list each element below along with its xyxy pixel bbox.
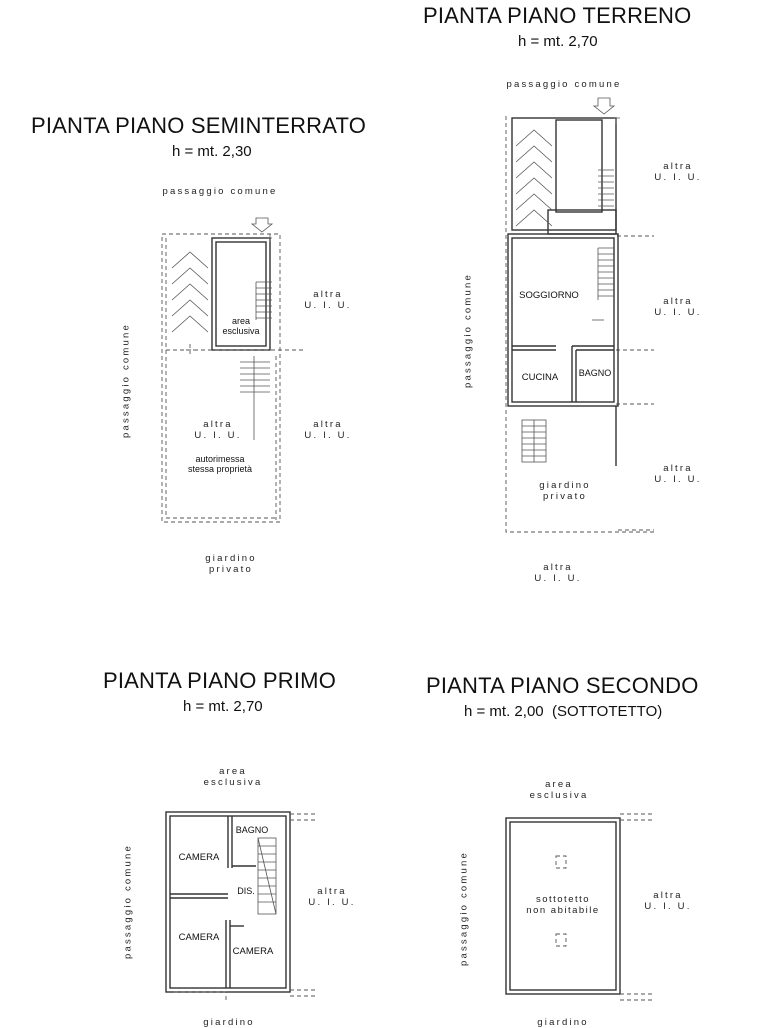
- primo-bottom-label: giardino: [203, 1017, 255, 1028]
- terreno-height: h = mt. 2,70: [518, 33, 598, 50]
- skylight-1: [556, 856, 566, 868]
- seminterrato-height: h = mt. 2,30: [172, 143, 252, 160]
- terreno-right-3: altra U. I. U.: [654, 463, 702, 485]
- primo-top-label: area esclusiva: [203, 766, 263, 788]
- terreno-plan: [506, 98, 654, 532]
- seminterrato-inner-outline: [166, 238, 276, 518]
- secondo-sottotetto: sottotetto non abitabile: [526, 894, 600, 916]
- seminterrato-plan: [162, 218, 306, 522]
- seminterrato-left-label: passaggio comune: [120, 323, 132, 438]
- seminterrato-stairs: [240, 282, 272, 440]
- primo-dis: DIS.: [237, 886, 255, 896]
- secondo-height: h = mt. 2,00 (SOTTOTETTO): [464, 703, 663, 720]
- terreno-bottom-label: altra U. I. U.: [534, 562, 582, 584]
- terreno-cucina: CUCINA: [521, 372, 559, 383]
- terreno-entrance-arrow: [594, 98, 614, 114]
- seminterrato-entrance-arrow: [252, 218, 272, 232]
- primo-bagno: BAGNO: [235, 825, 269, 835]
- terreno-right-2: altra U. I. U.: [654, 296, 702, 318]
- secondo-title: PIANTA PIANO SECONDO: [426, 673, 699, 698]
- seminterrato-inner-altra: altra U. I. U.: [194, 419, 242, 441]
- terreno-top-label: passaggio comune: [506, 79, 622, 90]
- terreno-ramp: [516, 130, 552, 226]
- primo-camera-3: CAMERA: [232, 946, 274, 957]
- seminterrato-top-label: passaggio comune: [162, 186, 278, 197]
- terreno-title: PIANTA PIANO TERRENO: [423, 3, 692, 28]
- seminterrato-area-esclusiva: area esclusiva: [222, 316, 260, 336]
- terreno-left-label: passaggio comune: [462, 273, 474, 388]
- seminterrato-right-top: altra U. I. U.: [304, 289, 352, 311]
- seminterrato-right-mid: altra U. I. U.: [304, 419, 352, 441]
- primo-height: h = mt. 2,70: [183, 698, 263, 715]
- secondo-top-label: area esclusiva: [529, 779, 589, 801]
- seminterrato-ramp: [172, 252, 208, 332]
- terreno-soggiorno: SOGGIORNO: [519, 290, 579, 301]
- terreno-garden-stairs: [522, 420, 546, 462]
- primo-left-label: passaggio comune: [122, 844, 134, 959]
- terreno-giardino: giardino privato: [539, 480, 591, 502]
- seminterrato-autorimessa: autorimessa stessa proprietà: [187, 454, 253, 474]
- secondo-left-label: passaggio comune: [458, 851, 470, 966]
- primo-stairs: [258, 838, 276, 914]
- seminterrato-title: PIANTA PIANO SEMINTERRATO: [31, 113, 367, 138]
- secondo-right-label: altra U. I. U.: [644, 890, 692, 912]
- seminterrato-bottom-label: giardino privato: [205, 553, 257, 575]
- secondo-bottom-label: giardino: [537, 1017, 589, 1028]
- terreno-bagno: BAGNO: [578, 368, 612, 378]
- terreno-outline: [506, 116, 654, 532]
- primo-right-label: altra U. I. U.: [308, 886, 356, 908]
- skylight-2: [556, 934, 566, 946]
- primo-title: PIANTA PIANO PRIMO: [103, 668, 337, 693]
- terreno-right-1: altra U. I. U.: [654, 161, 702, 183]
- primo-camera-2: CAMERA: [178, 932, 220, 943]
- primo-plan: [166, 812, 318, 1000]
- primo-camera-1: CAMERA: [178, 852, 220, 863]
